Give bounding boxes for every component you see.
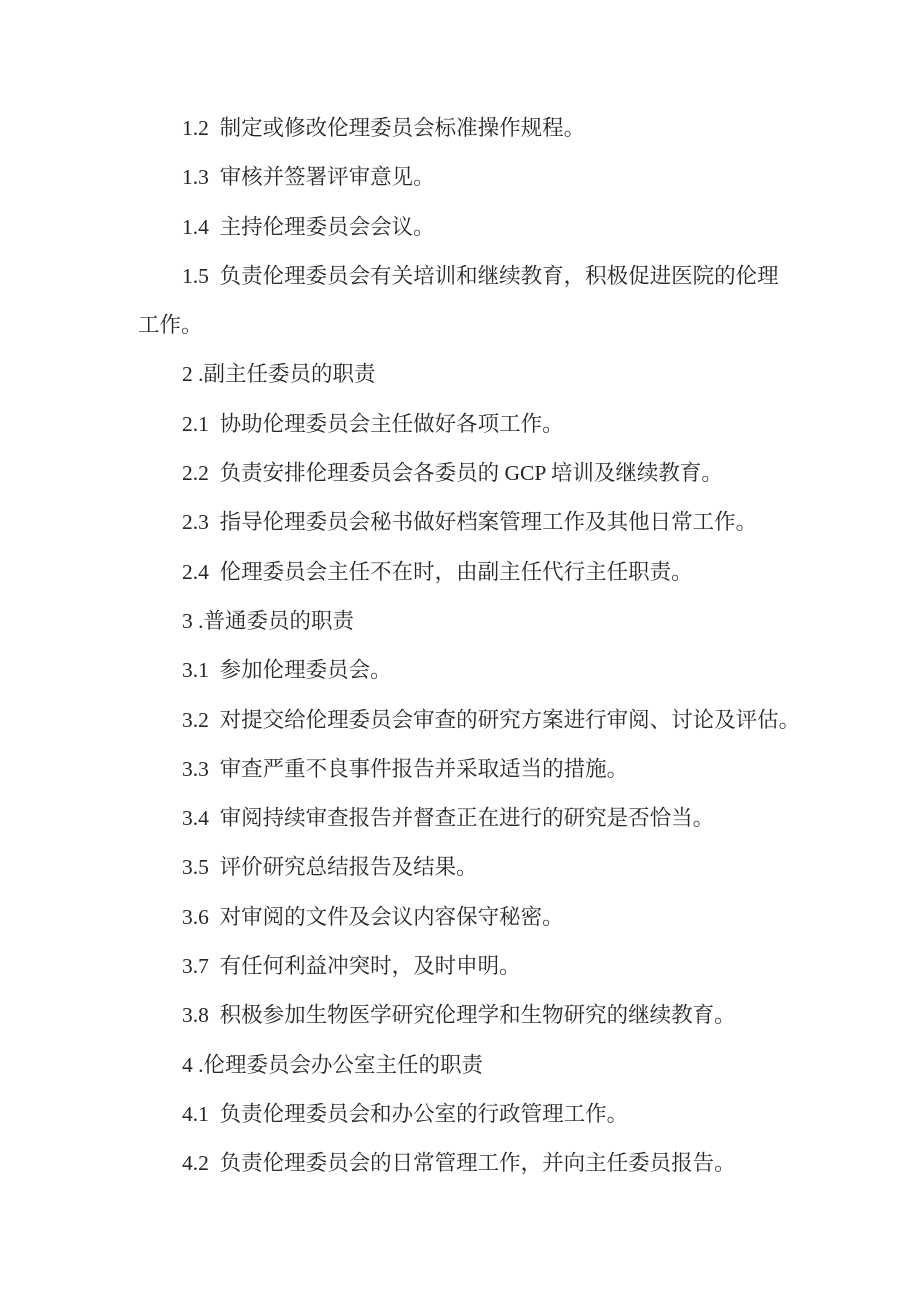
item-1-5: 1.5 负责伦理委员会有关培训和继续教育，积极促进医院的伦理 [182,263,779,288]
item-3-4: 3.4 审阅持续审查报告并督查正在进行的研究是否恰当。 [182,806,715,831]
item-4-2: 4.2 负责伦理委员会的日常管理工作，并向主任委员报告。 [182,1151,736,1176]
item-1-2: 1.2 制定或修改伦理委员会标准操作规程。 [182,116,586,140]
item-1-5-continuation: 工作。 [138,313,203,338]
item-1-3: 1.3 审核并签署评审意见。 [182,165,435,190]
section-heading-4: 4 .伦理委员会办公室主任的职责 [182,1052,484,1077]
item-2-3: 2.3 指导伦理委员会秘书做好档案管理工作及其他日常工作。 [182,510,758,535]
section-heading-2: 2 .副主任委员的职责 [182,362,376,387]
document-body [138,104,858,1189]
item-3-5: 3.5 评价研究总结报告及结果。 [182,855,478,880]
item-1-4: 1.4 主持伦理委员会会议。 [182,214,435,239]
item-3-1: 3.1 参加伦理委员会。 [182,658,392,683]
item-3-7: 3.7 有任何利益冲突时，及时申明。 [182,954,521,979]
item-2-1: 2.1 协助伦理委员会主任做好各项工作。 [182,411,564,436]
item-3-3: 3.3 审查严重不良事件报告并采取适当的措施。 [182,756,629,781]
item-3-6: 3.6 对审阅的文件及会议内容保守秘密。 [182,904,564,929]
item-2-2: 2.2 负责安排伦理委员会各委员的 GCP 培训及继续教育。 [182,461,723,486]
item-2-4: 2.4 伦理委员会主任不在时，由副主任代行主任职责。 [182,559,693,584]
item-3-2: 3.2 对提交给伦理委员会审查的研究方案进行审阅、讨论及评估。 [182,707,801,732]
section-heading-3: 3 .普通委员的职责 [182,608,355,633]
item-4-1: 4.1 负责伦理委员会和办公室的行政管理工作。 [182,1101,629,1126]
item-3-8: 3.8 积极参加生物医学研究伦理学和生物研究的继续教育。 [182,1003,736,1028]
